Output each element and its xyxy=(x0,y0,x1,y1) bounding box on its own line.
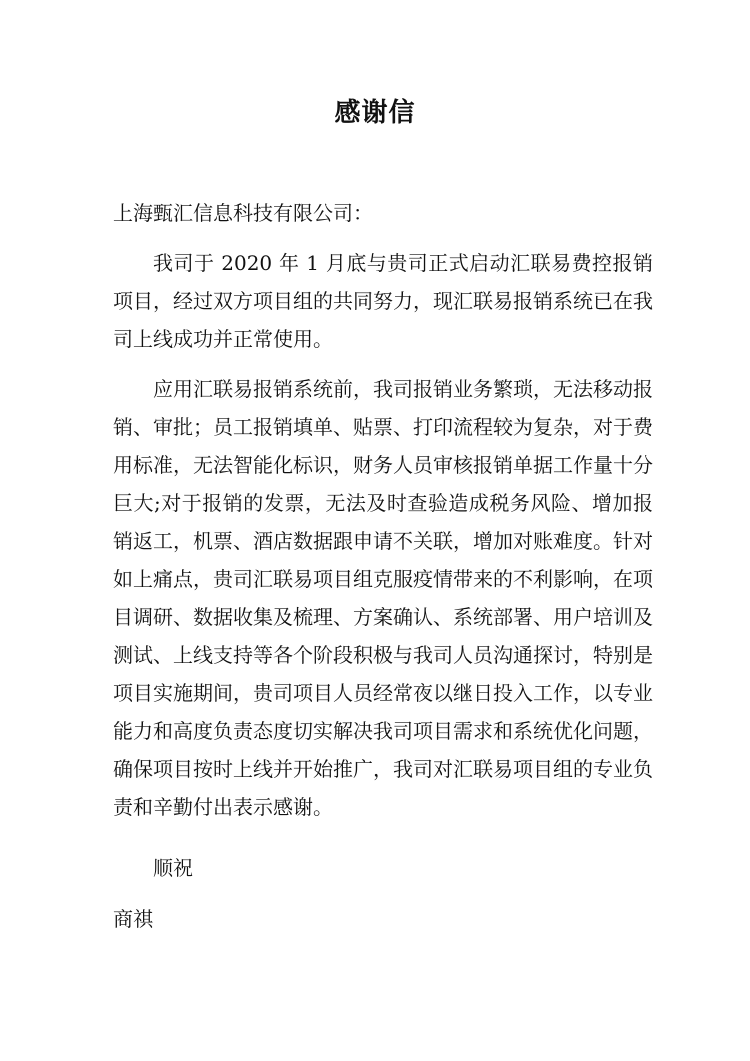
letter-title: 感谢信 xyxy=(334,98,416,128)
letter-closing: 顺祝 xyxy=(153,856,193,880)
letter-paragraph-2: 应用汇联易报销系统前，我司报销业务繁琐，无法移动报销、审批；员工报销填单、贴票、打印流程较为复杂，对于费用标准，无法智能化标识，财务人员审核报销单据工作量十分巨大;对于报销的发票，无法及时查验造成税务风险、增加报销返工，机票、酒店数据跟申请不关联，增加对账难度。针对如上痛点，贵司汇联易项目组克服疫情带来的不利影响，在项目调研、数据收集及梳理、方案确认、系统部署、用户培训及测试、上线支持等各个阶段积极与我司人员沟通探讨，特别是项目实施期间，贵司项目人员经常夜以继日投入工作，以专业能力和高度负责态度切实解决我司项目需求和系统优化问题，确保项目按时上线并开始推广，我司对汇联易项目组的专业负责和辛勤付出表示感谢。 xyxy=(113,377,653,819)
letter-paragraph-1: 我司于 2020 年 1 月底与贵司正式启动汇联易费控报销项目，经过双方项目组的共同努力，现汇联易报销系统已在我司上线成功并正常使用。 xyxy=(113,251,653,351)
letter-salutation: 上海甄汇信息科技有限公司： xyxy=(113,201,373,225)
letter-signature: 商祺 xyxy=(113,907,153,931)
